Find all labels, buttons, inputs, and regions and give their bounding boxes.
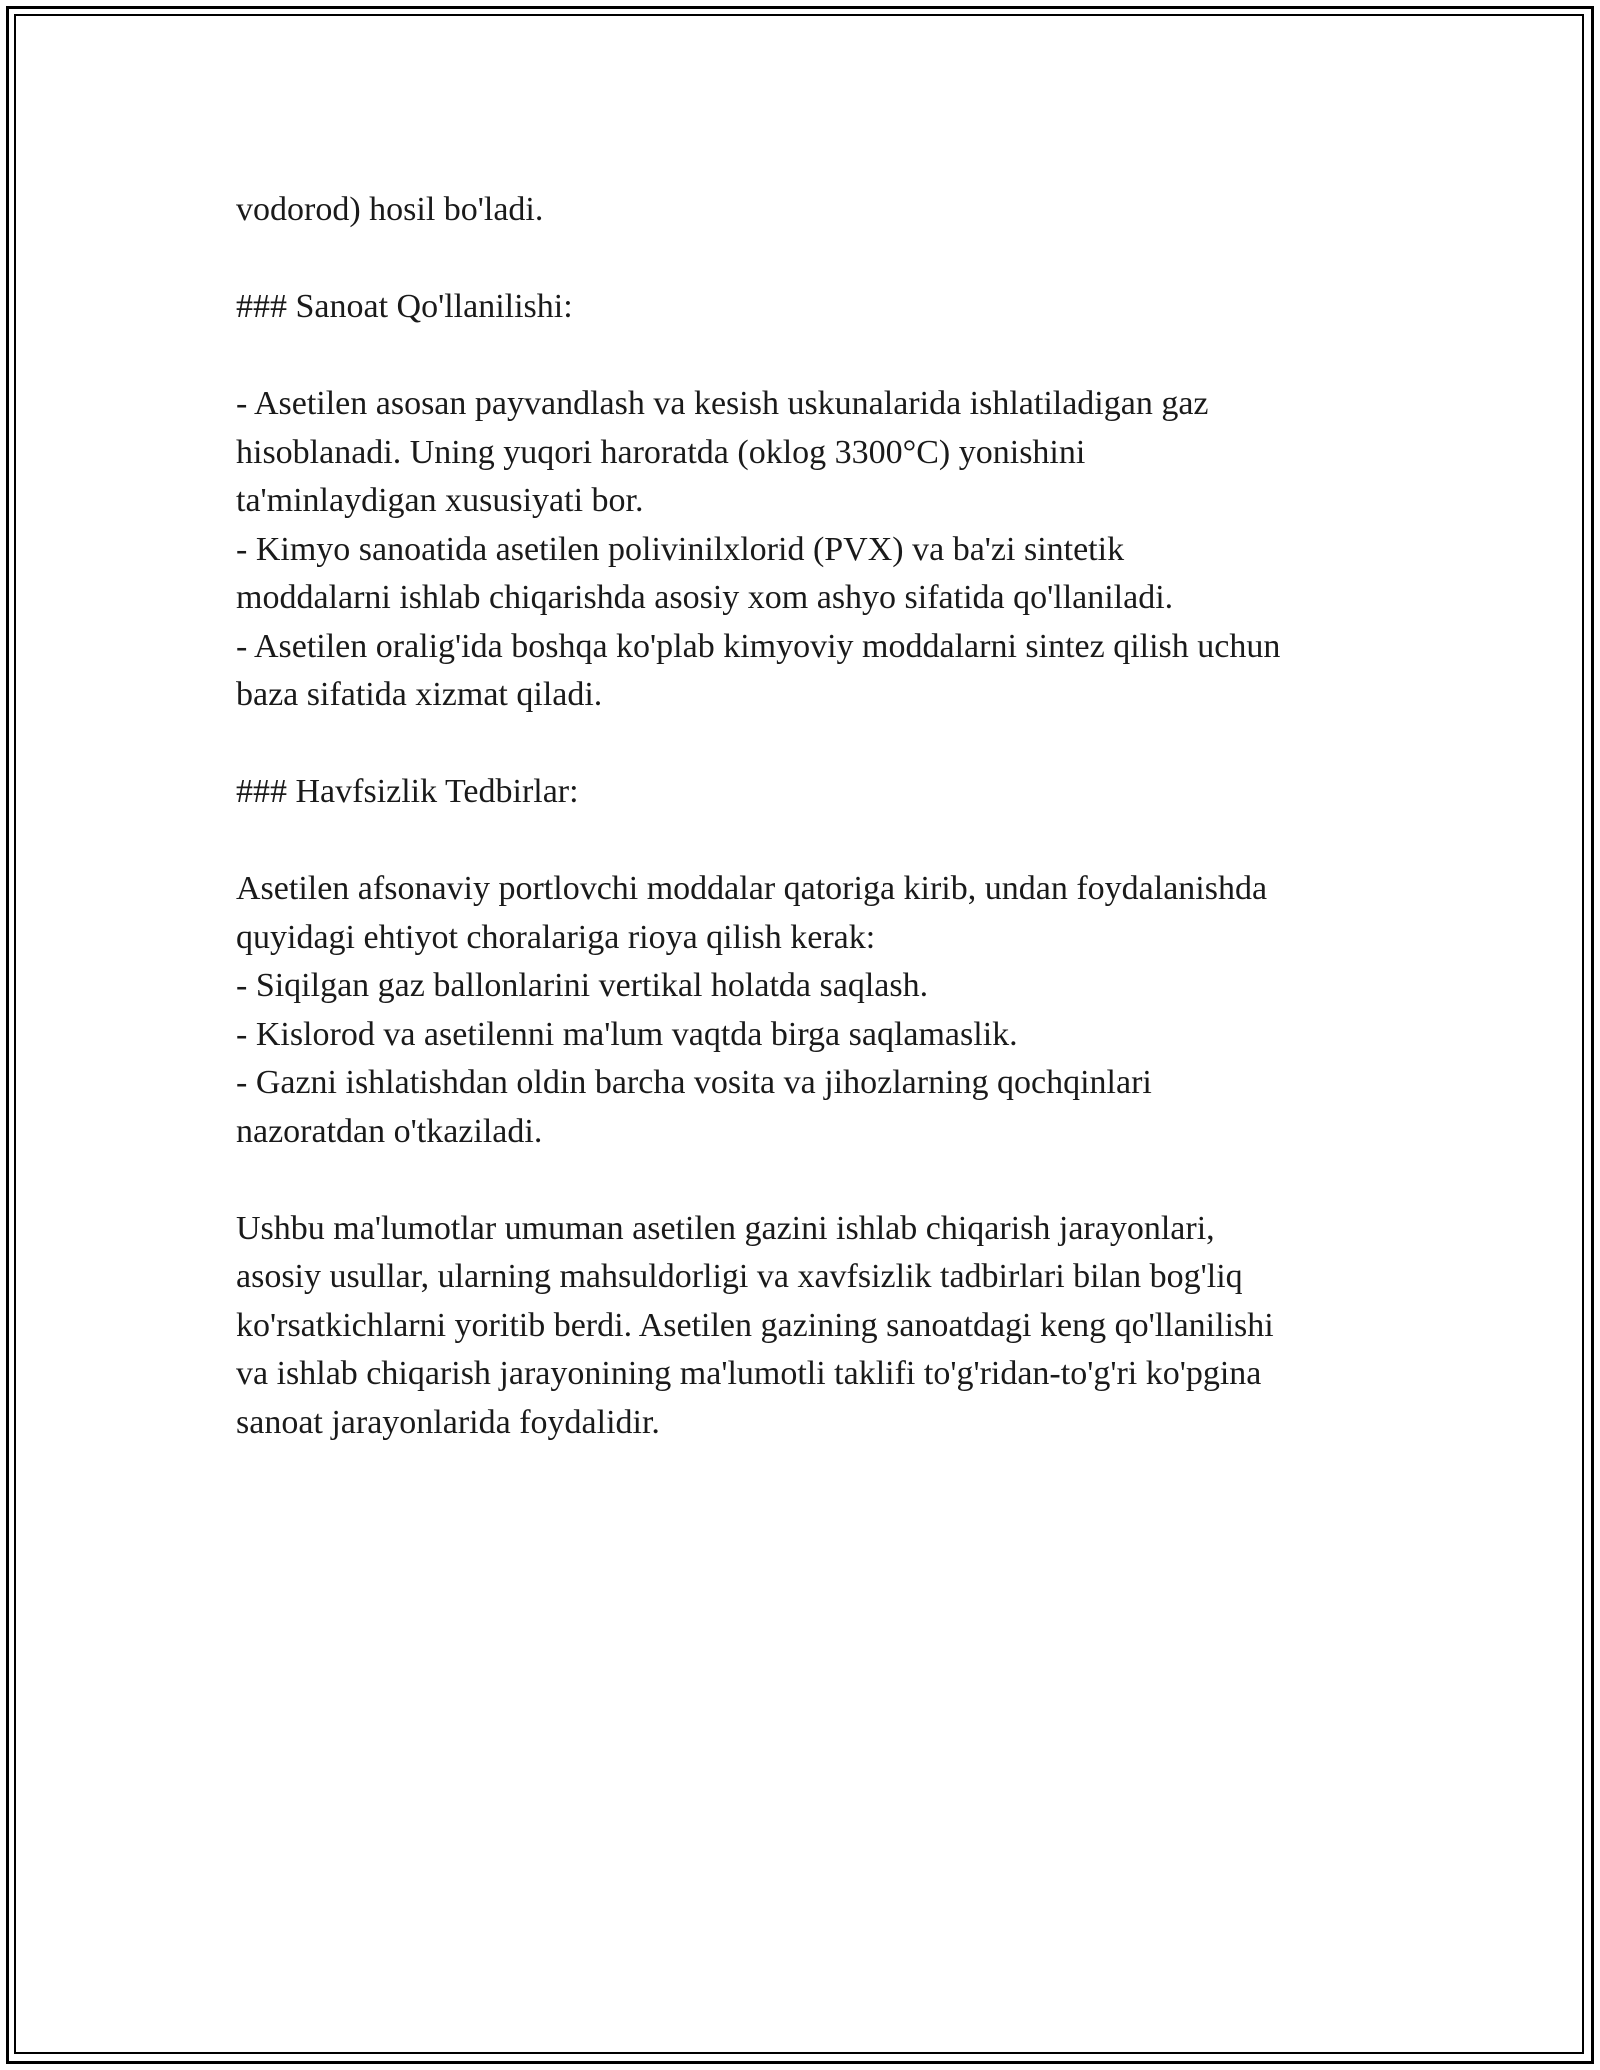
- section-heading-safety: [236, 768, 1396, 817]
- text-line: Asetilen afsonaviy portlovchi moddalar qatoriga kirib, undan foydalanishda: [236, 870, 1268, 907]
- heading-text: ### Sanoat Qo'llanilishi:: [236, 288, 573, 325]
- industry-list: [236, 380, 1396, 720]
- text-line: ta'minlaydigan xususiyati bor.: [236, 482, 644, 519]
- text-line: sanoat jarayonlarida foydalidir.: [236, 1403, 660, 1441]
- text-line: vodorod) hosil bo'ladi.: [236, 191, 544, 228]
- text-line: asosiy usullar, ularning mahsuldorligi va xavfsizlik tadbirlari bilan bog'liq: [236, 1258, 1243, 1295]
- text-line: moddalarni ishlab chiqarishda asosiy xom ashyo sifatida qo'llaniladi.: [236, 579, 1174, 616]
- text-line: baza sifatida xizmat qiladi.: [236, 676, 603, 713]
- text-line: - Asetilen asosan payvandlash va kesish uskunalarida ishlatiladigan gaz: [236, 385, 1209, 422]
- safety-list: [236, 865, 1396, 1156]
- section-heading-industry: [236, 283, 1396, 332]
- text-line: - Kimyo sanoatida asetilen polivinilxlorid (PVX) va ba'zi sintetik: [236, 530, 1125, 568]
- intro-paragraph: [236, 186, 1396, 235]
- text-line: nazoratdan o'tkaziladi.: [236, 1112, 543, 1150]
- text-line: - Gazni ishlatishdan oldin barcha vosita va jihozlarning qochqinlari: [236, 1064, 1152, 1101]
- text-line: - Kislorod va asetilenni ma'lum vaqtda birga saqlamaslik.: [236, 1015, 1018, 1053]
- heading-text: ### Havfsizlik Tedbirlar:: [236, 773, 579, 810]
- text-line: hisoblanadi. Uning yuqori haroratda (oklog 3300°C) yonishini: [236, 433, 1086, 471]
- conclusion-paragraph: [236, 1205, 1396, 1448]
- text-line: ko'rsatkichlarni yoritib berdi. Asetilen gazining sanoatdagi keng qo'llanilishi: [236, 1306, 1274, 1344]
- text-line: - Siqilgan gaz ballonlarini vertikal holatda saqlash.: [236, 967, 929, 1004]
- text-line: - Asetilen oralig'ida boshqa ko'plab kimyoviy moddalarni sintez qilish uchun: [236, 627, 1281, 665]
- text-line: va ishlab chiqarish jarayonining ma'lumotli taklifi to'g'ridan-to'g'ri ko'pgina: [236, 1355, 1262, 1392]
- document-body: [236, 186, 1396, 1496]
- text-line: Ushbu ma'lumotlar umuman asetilen gazini ishlab chiqarish jarayonlari,: [236, 1209, 1215, 1247]
- text-line: quyidagi ehtiyot choralariga rioya qilish kerak:: [236, 918, 876, 956]
